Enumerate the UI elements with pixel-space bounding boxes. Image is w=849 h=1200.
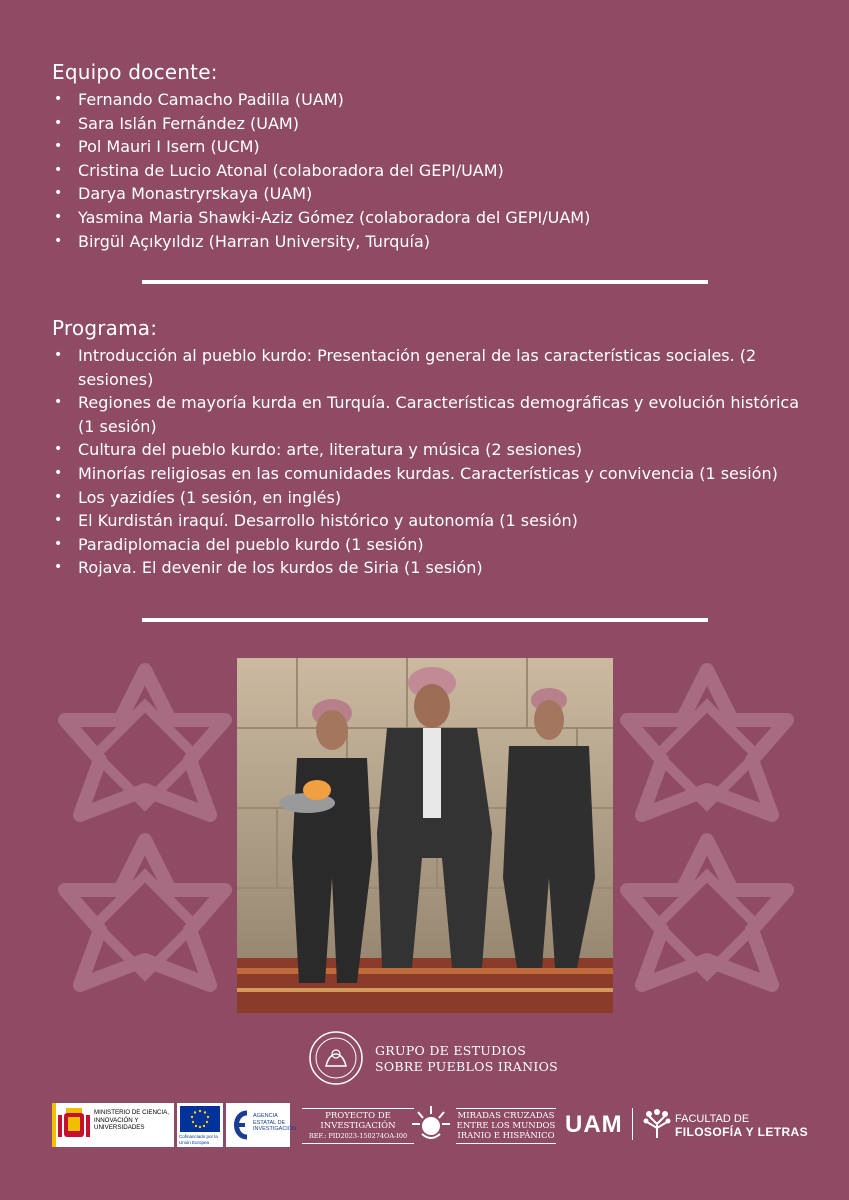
faculty-line1: FACULTAD DE: [675, 1113, 750, 1125]
program-item: • Cultura del pueblo kurdo: arte, literatura y música (2 sesiones): [52, 438, 812, 462]
aei-mark-icon: [229, 1107, 251, 1143]
eu-flag-icon: [180, 1106, 220, 1132]
faculty-logo: [675, 1113, 808, 1140]
team-member: • Yasmina Maria Shawki-Aziz Gómez (colaboradora del GEPI/UAM): [52, 206, 812, 230]
star-pattern-right: [612, 660, 802, 1010]
gepi-seal-icon: [308, 1030, 364, 1086]
project-ref: REF.: PID2023-150274OA-I00: [308, 1132, 408, 1140]
project-line1: PROYECTO DE: [325, 1111, 391, 1121]
uam-logo: UAM: [565, 1111, 623, 1138]
team-member: • Cristina de Lucio Atonal (colaboradora del GEPI/UAM): [52, 159, 812, 183]
eu-caption: Cofinanciado por la Unión Europea: [179, 1134, 218, 1145]
miradas-line2: ENTRE LOS MUNDOS: [456, 1121, 556, 1131]
team-member: • Pol Mauri I Isern (UCM): [52, 135, 812, 159]
team-list: [52, 88, 812, 253]
program-item: • Paradiplomacia del pueblo kurdo (1 sesión): [52, 533, 812, 557]
program-heading: Programa:: [52, 316, 158, 340]
project-line2: INVESTIGACIÓN: [320, 1121, 396, 1131]
miradas-line1: MIRADAS CRUZADAS: [457, 1111, 555, 1121]
miradas-line3: IRANIO E HISPÁNICO: [457, 1131, 555, 1141]
aei-logo: [226, 1103, 297, 1147]
team-member: • Darya Monastryrskaya (UAM): [52, 182, 812, 206]
program-item: • Los yazidíes (1 sesión, en inglés): [52, 486, 812, 510]
team-section: [52, 60, 812, 253]
program-item: • Rojava. El devenir de los kurdos de Siria (1 sesión): [52, 556, 812, 580]
aei-name: AGENCIA ESTATAL DE INVESTIGACIÓN: [253, 1113, 297, 1132]
team-member: • Sara Islán Fernández (UAM): [52, 112, 812, 136]
group-name-line1: GRUPO DE ESTUDIOS: [375, 1043, 527, 1058]
coat-of-arms-icon: [56, 1105, 92, 1145]
team-member: • Fernando Camacho Padilla (UAM): [52, 88, 812, 112]
gepi-logo: [308, 1030, 568, 1086]
tree-icon: [643, 1108, 671, 1140]
program-item: • Introducción al pueblo kurdo: Presentación general de las características sociales. (2 sesiones): [52, 344, 812, 391]
project-label: [302, 1106, 414, 1146]
program-item: • El Kurdistán iraquí. Desarrollo histórico y autonomía (1 sesión): [52, 509, 812, 533]
program-list: [52, 344, 812, 580]
team-member: • Birgül Açıkyıldız (Harran University, Turquía): [52, 230, 812, 254]
group-name-line2: SOBRE PUEBLOS IRANIOS: [375, 1059, 558, 1074]
eu-logo: [177, 1103, 223, 1147]
ministry-name: MINISTERIO DE CIENCIA, INNOVACIÓN Y UNIVERSIDADES: [94, 1109, 169, 1131]
sun-emblem-icon: [410, 1104, 452, 1144]
faculty-line2: FILOSOFÍA Y LETRAS: [675, 1125, 808, 1139]
ministry-logo: [52, 1103, 174, 1147]
divider: [142, 618, 708, 622]
team-heading: Equipo docente:: [52, 60, 218, 84]
miradas-label: [456, 1106, 556, 1146]
program-item: • Minorías religiosas en las comunidades kurdas. Características y convivencia (1 sesión): [52, 462, 812, 486]
kurdish-men-photo: [237, 658, 613, 1013]
logo-separator: [632, 1108, 633, 1140]
divider: [142, 280, 708, 284]
star-pattern-left: [50, 660, 240, 1010]
program-item: • Regiones de mayoría kurda en Turquía. Características demográficas y evolución histórica (1 sesión): [52, 391, 812, 438]
program-section: [52, 316, 812, 580]
